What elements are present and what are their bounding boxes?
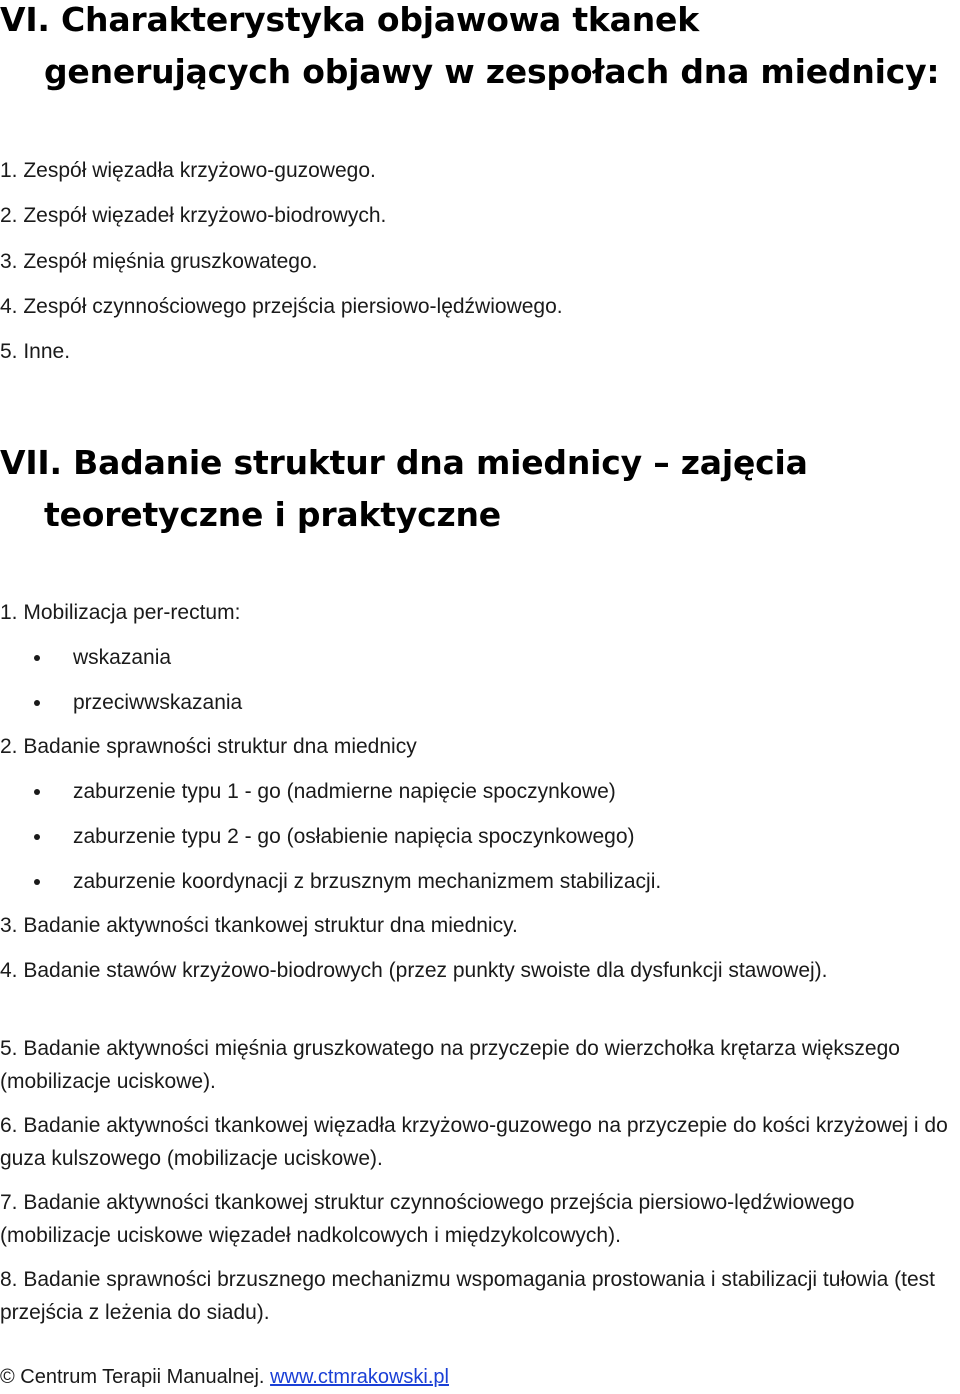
section-7-item-1: 1. Mobilizacja per-rectum: (0, 601, 241, 624)
section-6-heading-line-2: generujących objawy w zespołach dna miednicy: (44, 52, 940, 91)
bullet-dot-icon (34, 655, 40, 661)
section-6-item-1: 1. Zespół więzadła krzyżowo-guzowego. (0, 159, 376, 182)
section-7-heading (0, 437, 808, 541)
footer (0, 1362, 449, 1392)
section-6-item-2: 2. Zespół więzadeł krzyżowo-biodrowych. (0, 204, 387, 227)
section-7-heading-line-2: teoretyczne i praktyczne (44, 495, 501, 534)
section-6-item-4: 4. Zespół czynnościowego przejścia piersiowo-lędźwiowego. (0, 295, 563, 318)
section-7-heading-line-1: VII. Badanie struktur dna miednicy – zajęcia (0, 443, 808, 482)
section-6-heading (0, 0, 939, 98)
section-7-item-8: 8. Badanie sprawności brzusznego mechanizmu wspomagania prostowania i stabilizacji tułowia (test przejścia z leżenia do siadu). (0, 1268, 935, 1324)
bullet-text: przeciwwskazania (73, 691, 243, 714)
bullet-dot-icon (34, 879, 40, 885)
bullet-text: zaburzenie typu 1 - go (nadmierne napięcie spoczynkowe) (73, 780, 616, 803)
bullet-text: wskazania (73, 646, 172, 669)
section-7-item-4: 4. Badanie stawów krzyżowo-biodrowych (przez punkty swoiste dla dysfunkcji stawowej). (0, 959, 828, 982)
bullet-dot-icon (34, 834, 40, 840)
section-7-item-7: 7. Badanie aktywności tkankowej struktur czynnościowego przejścia piersiowo-lędźwiowego (mobilizacje uciskowe więzadeł nadkolcowych i międzykolcowych). (0, 1191, 855, 1247)
section-7-item-3: 3. Badanie aktywności tkankowej struktur dna miednicy. (0, 914, 518, 937)
bullet-text: zaburzenie koordynacji z brzusznym mechanizmem stabilizacji. (73, 870, 662, 893)
section-7-item-2: 2. Badanie sprawności struktur dna miednicy (0, 735, 417, 758)
bullet-dot-icon (34, 700, 40, 706)
section-6-item-5: 5. Inne. (0, 340, 71, 363)
section-7-item-6: 6. Badanie aktywności tkankowej więzadła krzyżowo-guzowego na przyczepie do kości krzyżowej i do guza kulszowego (mobilizacje uciskowe). (0, 1114, 948, 1170)
section-7-item-5: 5. Badanie aktywności mięśnia gruszkowatego na przyczepie do wierzchołka krętarza większego (mobilizacje uciskowe). (0, 1037, 900, 1093)
bullet-dot-icon (34, 789, 40, 795)
footer-website-link[interactable]: www.ctmrakowski.pl (270, 1366, 449, 1388)
section-6-heading-line-1: VI. Charakterystyka objawowa tkanek (0, 0, 699, 39)
section-6-item-3: 3. Zespół mięśnia gruszkowatego. (0, 250, 318, 273)
bullet-text: zaburzenie typu 2 - go (osłabienie napięcia spoczynkowego) (73, 825, 635, 848)
footer-copyright: © Centrum Terapii Manualnej. (0, 1366, 265, 1388)
